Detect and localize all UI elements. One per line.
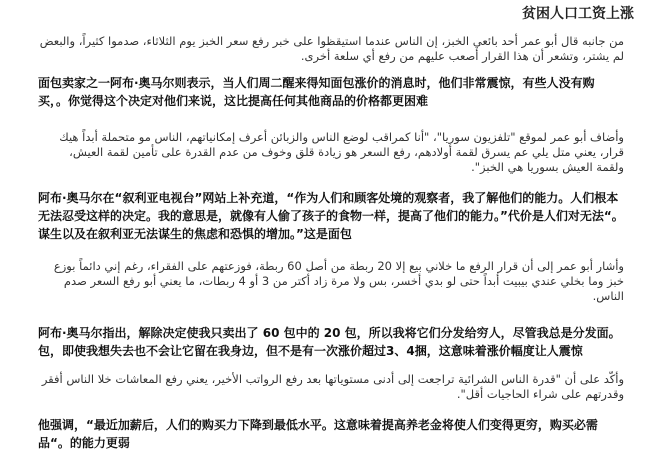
arabic-paragraph-3: وأشار أبو عمر إلى أن قرار الرفع ما خلاني بيع إلا 20 ربطة من أصل 60 ربطة، فوزعتهم على الفقراء، رغم إني دائماً بوزع خبز وما بخلي عندي بيبيت أبداً حتى لو بدي أخسر، بس ولا مرة زاد أكتر من 3 أو 4 ربطات، ما يعني أبو رفع السعر صدم الناس.	[53, 259, 624, 303]
chinese-paragraph-1: 面包卖家之一阿布·奥马尔则表示，当人们周二醒来得知面包涨价的消息时，他们非常震惊，有些人没有购买，。你觉得这个决定对他们来说，这比提高任何其他商品的价格都更困难	[38, 76, 595, 108]
chinese-paragraph-3: 阿布·奥马尔指出，解除决定使我只卖出了 60 包中的 20 包，所以我将它们分发给穷人，尽管我总是分发面。包，即使我想失去也不会让它留在我身边，但不是有一次涨价超过3、4捆，这意味着涨价幅度让人震惊	[38, 326, 621, 358]
chinese-paragraph-4: 他强调，“最近加薪后，人们的购买力下降到最低水平。这意味着提高养老金将使人们变得更穷，购买必需品“。的能力更弱	[38, 418, 598, 450]
arabic-paragraph-2: وأضاف أبو عمر لموقع "تلفزيون سوريا"، "أنا كمراقب لوضع الناس والزبائن أعرف إمكانياتهم، الناس مو متحملة أبداً هيك قرار، يعني متل يلي عم يسرق لقمة أولادهم، رفع السعر هو زيادة قلق وخوف من عدم القدرة على تأمين لقمة العيش، ولقمة العيش بسوريا هي الخبز".	[59, 130, 624, 174]
article-body	[0, 30, 660, 452]
arabic-paragraph-1: من جانبه قال أبو عمر أحد بائعي الخبز، إن الناس عندما استيقظوا على خبر رفع سعر الخبز يوم الثلاثاء، صدموا كثيراً، والبعض لم يشتر، وتشعر أن هذا القرار أصعب عليهم من رفع أي سلعة أخرى.	[39, 34, 624, 63]
arabic-paragraph-4: وأكّد على أن "قدرة الناس الشرائية تراجعت إلى أدنى مستوياتها بعد رفع الرواتب الأخير، يعني رفع المعاشات خلا الناس أفقر وقدرتهم على شراء الحاجيات أقل".	[41, 372, 624, 401]
page-title: 贫困人口工资上涨	[522, 6, 634, 22]
chinese-paragraph-2: 阿布·奥马尔在“叙利亚电视台”网站上补充道，“作为人们和顾客处境的观察者，我了解他们的能力。人们根本无法忍受这样的决定。我的意思是，就像有人偷了孩子的食物一样，提高了他们的能力。”代价是人们对无法“。谋生以及在叙利亚无法谋生的焦虑和恐惧的增加。”这是面包	[38, 191, 624, 241]
